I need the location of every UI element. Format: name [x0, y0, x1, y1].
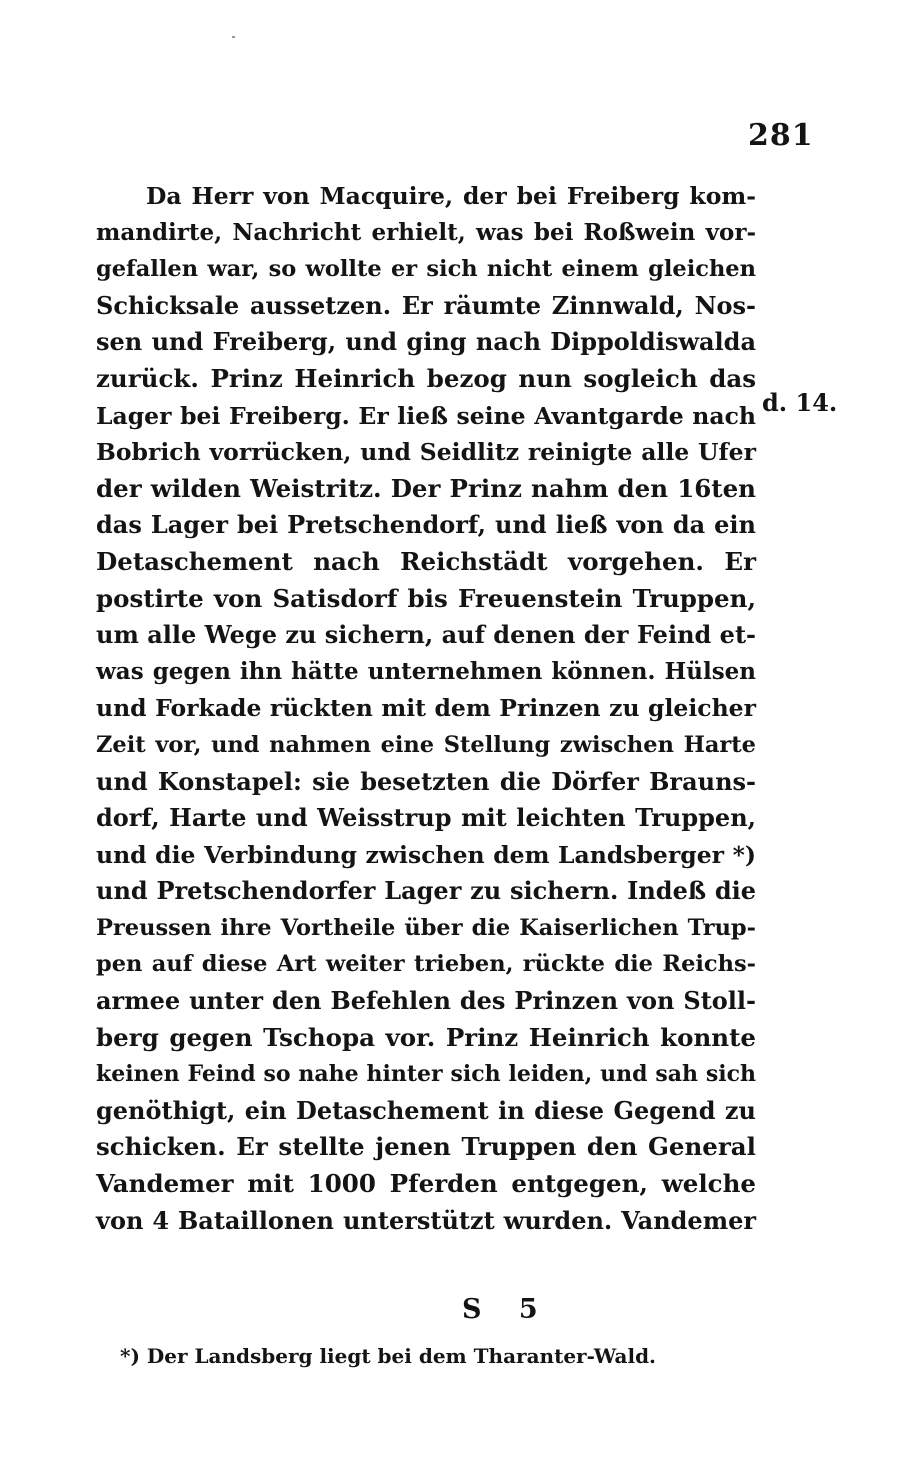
text-line: Detaschement nach Reichstädt vorgehen. Er	[96, 546, 756, 576]
text-line: der wilden Weistritz. Der Prinz nahm den 16ten	[96, 473, 756, 503]
paper-speck	[232, 36, 235, 38]
text-line: dorf, Harte und Weisstrup mit leichten Truppen,	[96, 803, 756, 833]
signature-mark: S 5	[462, 1294, 552, 1325]
margin-date-note: d. 14.	[762, 388, 838, 417]
text-line: sen und Freiberg, und ging nach Dippoldiswalda	[96, 327, 756, 357]
text-line: und Konstapel: sie besetzten die Dörfer Brauns-	[96, 766, 756, 796]
text-line: armee unter den Befehlen des Prinzen von Stoll-	[96, 986, 756, 1016]
text-line: und die Verbindung zwischen dem Landsberger *)	[96, 840, 756, 869]
footnote: *) Der Landsberg liegt bei dem Tharanter-Wald.	[120, 1344, 657, 1368]
text-line: um alle Wege zu sichern, auf denen der Feind et-	[96, 620, 756, 650]
text-line: von 4 Bataillonen unterstützt wurden. Vandemer	[96, 1205, 756, 1235]
text-line: Bobrich vorrücken, und Seidlitz reinigte alle Ufer	[96, 438, 756, 467]
text-line: Da Herr von Macquire, der bei Freiberg kom-	[146, 182, 756, 210]
text-line: und Forkade rückten mit dem Prinzen zu gleicher	[96, 694, 756, 723]
page-number: 281	[748, 118, 814, 153]
text-line: und Pretschendorfer Lager zu sichern. Indeß die	[96, 876, 756, 906]
text-line: mandirte, Nachricht erhielt, was bei Roßwein vor-	[96, 218, 756, 246]
text-line: pen auf diese Art weiter trieben, rückte die Reichs-	[96, 951, 756, 978]
text-line: Vandemer mit 1000 Pferden entgegen, welche	[96, 1169, 756, 1199]
text-line: schicken. Er stellte jenen Truppen den General	[96, 1132, 756, 1162]
text-line: berg gegen Tschopa vor. Prinz Heinrich konnte	[96, 1022, 756, 1052]
text-line: das Lager bei Pretschendorf, und ließ von da ein	[96, 510, 756, 540]
text-line: postirte von Satisdorf bis Freuenstein Truppen,	[96, 583, 756, 613]
text-line: zurück. Prinz Heinrich bezog nun sogleich das	[96, 363, 756, 393]
text-line: Preussen ihre Vortheile über die Kaiserlichen Trup-	[96, 914, 756, 941]
text-line: genöthigt, ein Detaschement in diese Gegend zu	[96, 1095, 756, 1125]
text-line: Lager bei Freiberg. Er ließ seine Avantgarde nach	[96, 401, 756, 430]
text-line: Zeit vor, und nahmen eine Stellung zwischen Harte	[96, 731, 756, 758]
body-text	[96, 178, 756, 1239]
text-line: was gegen ihn hätte unternehmen können. Hülsen	[96, 657, 756, 685]
text-line: gefallen war, so wollte er sich nicht einem gleichen	[96, 256, 756, 283]
text-line: keinen Feind so nahe hinter sich leiden, und sah sich	[96, 1061, 756, 1088]
text-line: Schicksale aussetzen. Er räumte Zinnwald, Nos-	[96, 290, 756, 320]
